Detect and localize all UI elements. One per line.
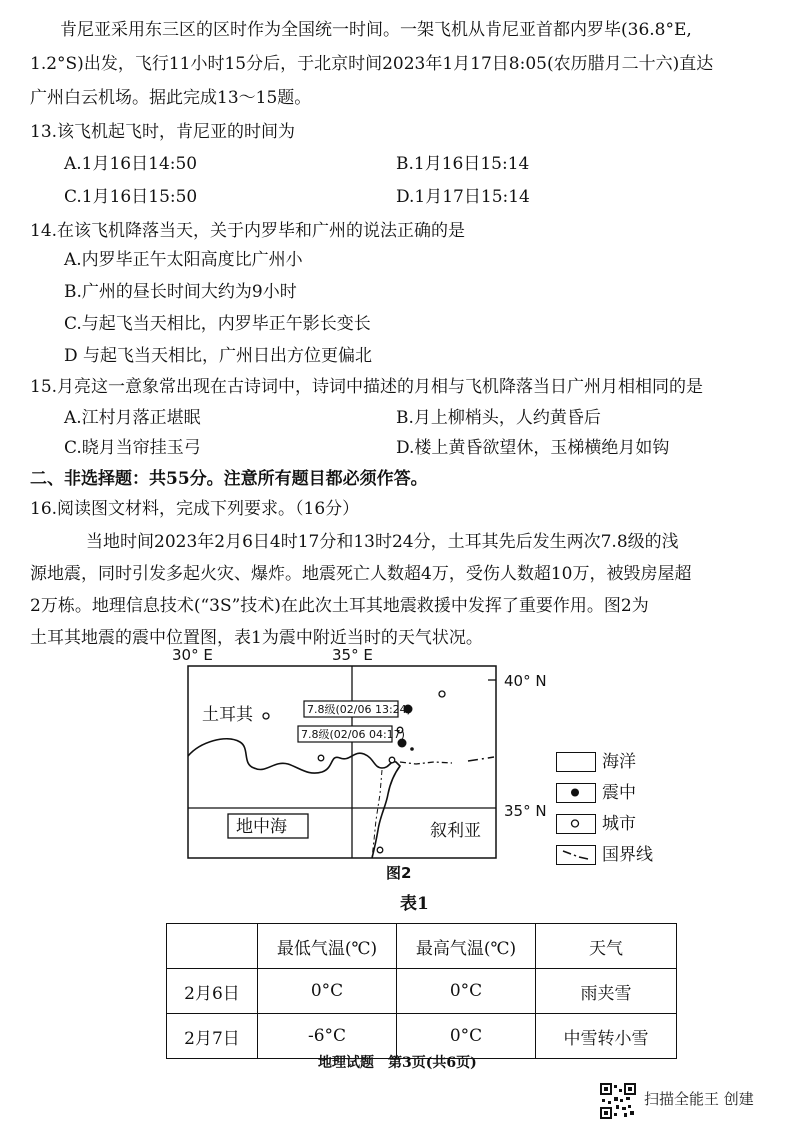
q13-option-d: D.1月17日15:14 [396, 187, 530, 207]
table-header-row [167, 924, 677, 969]
table-header-cell: 最高气温(℃) [397, 924, 536, 969]
q15-option-a: A.江村月落正堪眠 [64, 408, 201, 428]
table-header-cell [167, 924, 258, 969]
epicenter-small-dot [410, 747, 414, 751]
table-header-cell: 最低气温(℃) [258, 924, 397, 969]
q15-stem: 15.月亮这一意象常出现在古诗词中，诗词中描述的月相与飞机降落当日广州月相相同的是 [30, 377, 704, 397]
legend-city-label: 城市 [602, 814, 636, 834]
intro-line-2: 1.2°S)出发，飞行11小时15分后，于北京时间2023年1月17日8:05(农历腊月二十六)直达 [30, 54, 714, 74]
table-cell: 雨夹雪 [536, 969, 677, 1014]
quake-label-1: 7.8级(02/06 13:24) [307, 703, 411, 716]
border-line-icon [556, 845, 596, 865]
q16-stem: 16.阅读图文材料，完成下列要求。（16分） [30, 499, 360, 519]
intro-line-1: 肯尼亚采用东三区的区时作为全国统一时间。一架飞机从肯尼亚首都内罗毕(36.8°E, [60, 20, 692, 40]
page-footer: 地理试题 第3页(共6页) [318, 1055, 477, 1071]
table-row [167, 969, 677, 1014]
qr-code-icon [600, 1083, 636, 1119]
q13-option-b: B.1月16日15:14 [396, 154, 530, 174]
q16-para-line-1: 当地时间2023年2月6日4时17分和13时24分，土耳其先后发生两次7.8级的浅 [86, 532, 679, 552]
q14-option-a: A.内罗毕正午太阳高度比广州小 [64, 250, 303, 270]
legend-epicenter-label: 震中 [602, 783, 636, 803]
table-cell: -6°C [258, 1014, 397, 1059]
label-syria: 叙利亚 [430, 821, 481, 841]
epicenter-icon [556, 783, 596, 803]
q16-para-line-4: 土耳其地震的震中位置图，表1为震中附近当时的天气状况。 [30, 628, 483, 648]
table-cell: 2月7日 [167, 1014, 258, 1059]
label-lat-35n: 35° N [504, 802, 547, 820]
label-turkey: 土耳其 [202, 705, 253, 725]
label-lon-35e: 35° E [332, 646, 373, 664]
table-cell: 0°C [258, 969, 397, 1014]
legend-border-label: 国界线 [602, 845, 653, 865]
q13-stem: 13.该飞机起飞时，肯尼亚的时间为 [30, 122, 296, 142]
legend-epicenter [556, 779, 676, 810]
q16-para-line-3: 2万栋。地理信息技术(“3S”技术)在此次土耳其地震救援中发挥了重要作用。图2为 [30, 596, 649, 616]
legend-ocean [556, 748, 676, 779]
table-caption: 表1 [400, 894, 429, 914]
q13-option-a: A.1月16日14:50 [64, 154, 198, 174]
legend-city [556, 810, 676, 841]
legend-border [556, 841, 676, 872]
label-mediterranean: 地中海 [236, 817, 287, 837]
city-marker [377, 847, 383, 853]
q13-option-c: C.1月16日15:50 [64, 187, 198, 207]
q15-option-b: B.月上柳梢头，人约黄昏后 [396, 408, 601, 428]
city-icon [556, 814, 596, 834]
map-legend [556, 748, 676, 872]
city-marker [318, 755, 324, 761]
q14-option-d: D 与起飞当天相比，广州日出方位更偏北 [64, 346, 373, 366]
table-cell: 2月6日 [167, 969, 258, 1014]
ocean-swatch [556, 752, 596, 772]
city-marker [389, 757, 395, 763]
q14-stem: 14.在该飞机降落当天，关于内罗毕和广州的说法正确的是 [30, 221, 466, 241]
city-marker [439, 691, 445, 697]
label-lon-30e: 30° E [172, 646, 213, 664]
table-header-cell: 天气 [536, 924, 677, 969]
weather-table [166, 923, 677, 1059]
intro-line-3: 广州白云机场。据此完成13～15题。 [30, 88, 312, 108]
quake-label-2: 7.8级(02/06 04:17) [301, 728, 405, 741]
q15-option-c: C.晓月当帘挂玉弓 [64, 438, 201, 458]
q14-option-b: B.广州的昼长时间大约为9小时 [64, 282, 297, 302]
figure-caption: 图2 [386, 864, 412, 882]
scanner-watermark: 扫描全能王 创建 [644, 1090, 754, 1108]
earthquake-map [168, 644, 558, 884]
table-cell: 中雪转小雪 [536, 1014, 677, 1059]
q16-para-line-2: 源地震，同时引发多起火灾、爆炸。地震死亡人数超4万，受伤人数超10万，被毁房屋超 [30, 564, 692, 584]
city-marker [263, 713, 269, 719]
table-cell: 0°C [397, 1014, 536, 1059]
legend-ocean-label: 海洋 [602, 752, 636, 772]
label-lat-40n: 40° N [504, 672, 547, 690]
q15-option-d: D.楼上黄昏欲望休，玉梯横绝月如钩 [396, 438, 670, 458]
table-cell: 0°C [397, 969, 536, 1014]
section-2-heading: 二、非选择题：共55分。注意所有题目都必须作答。 [30, 469, 428, 489]
q14-option-c: C.与起飞当天相比，内罗毕正午影长变长 [64, 314, 371, 334]
